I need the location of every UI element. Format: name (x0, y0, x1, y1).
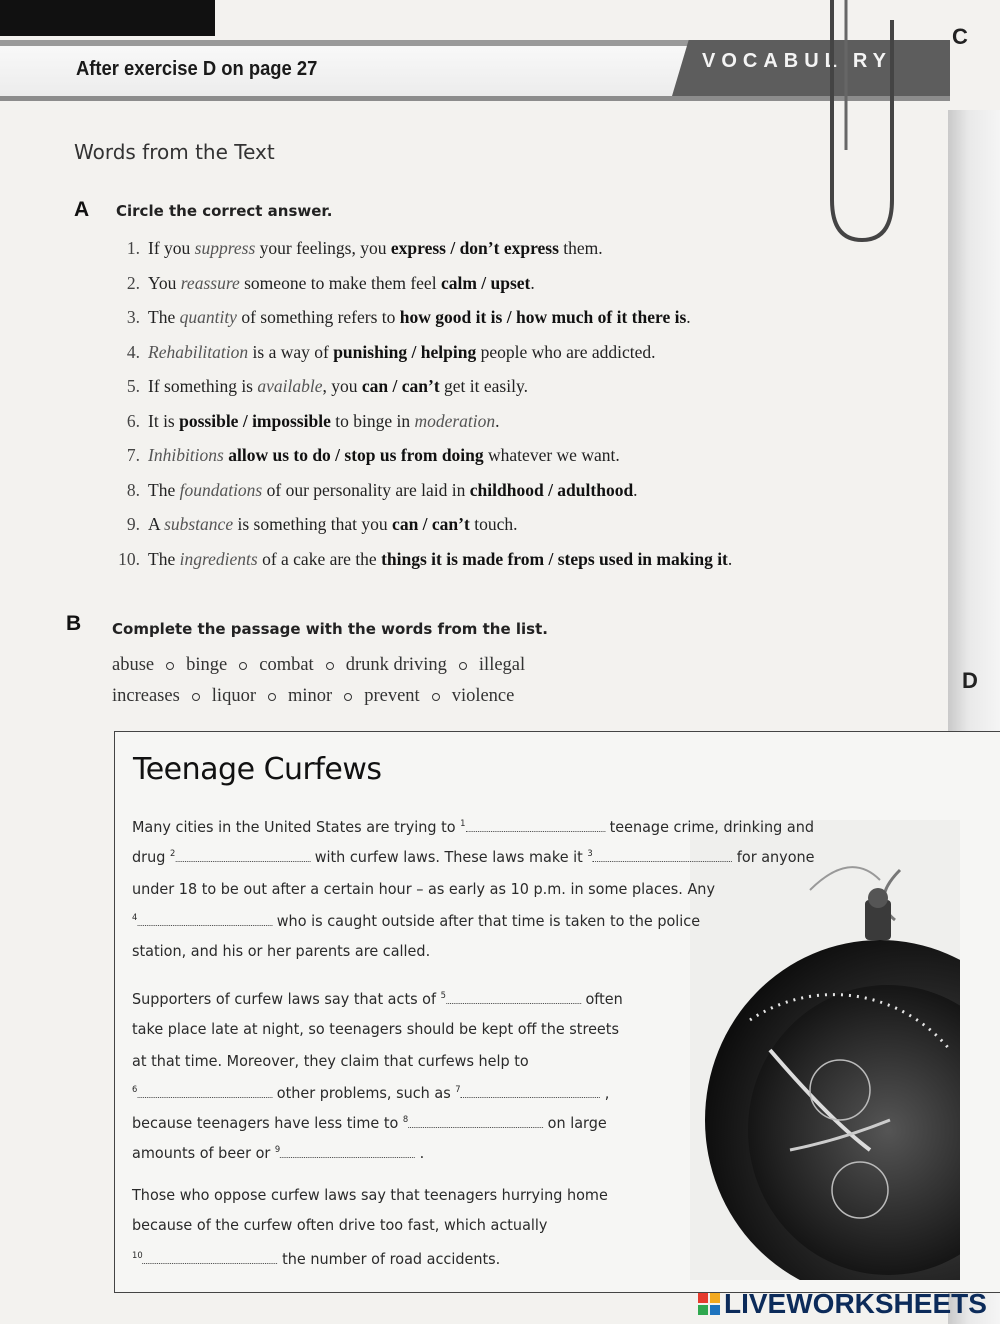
bullet-circle-icon (459, 662, 467, 670)
question-item (100, 478, 860, 513)
question-item (100, 512, 860, 547)
bullet-circle-icon (192, 693, 200, 701)
passage-text-segment: drug (132, 848, 170, 866)
passage-line (132, 880, 715, 898)
word-option[interactable]: violence (451, 686, 515, 706)
question-item (100, 271, 860, 306)
answer-blank[interactable] (137, 913, 272, 926)
word-option[interactable]: abuse (112, 655, 155, 675)
passage-line (132, 912, 700, 930)
passage-text-segment: because of the curfew often drive too fast, which actually (132, 1216, 548, 1234)
blank-number: 5 (440, 990, 447, 1001)
paperclip-icon (818, 0, 908, 250)
word-list-row-2 (112, 686, 514, 707)
answer-blank[interactable] (408, 1115, 543, 1128)
section-a-letter: A (74, 198, 90, 221)
passage-line (132, 1186, 608, 1204)
answer-blank[interactable] (137, 1085, 272, 1098)
bullet-circle-icon (432, 693, 440, 701)
passage-line (132, 1250, 500, 1268)
word-option[interactable]: combat (259, 655, 314, 675)
section-b-instruction: Complete the passage with the words from the list. (112, 620, 548, 638)
answer-blank[interactable] (593, 849, 733, 862)
question-number: 6. (126, 410, 140, 431)
section-b-letter: B (66, 612, 82, 635)
question-text[interactable]: You reassure someone to make them feel calm / upset. (148, 272, 535, 293)
passage-text-segment: Supporters of curfew laws say that acts of (132, 990, 441, 1008)
passage-text-segment: station, and his or her parents are called. (132, 942, 431, 960)
question-text[interactable]: The ingredients of a cake are the things it is made from / steps used in making it. (148, 548, 733, 569)
passage-line (132, 1114, 607, 1132)
bullet-circle-icon (166, 662, 174, 670)
passage-title: Teenage Curfews (133, 752, 382, 787)
blank-number: 4 (132, 912, 138, 923)
passage-text-segment: often (580, 990, 623, 1008)
bullet-circle-icon (268, 693, 276, 701)
passage-line (132, 1052, 529, 1070)
answer-blank[interactable] (461, 1085, 601, 1098)
answer-blank[interactable] (280, 1145, 415, 1158)
answer-blank[interactable] (465, 819, 605, 832)
passage-text-segment: other problems, such as (272, 1084, 456, 1102)
question-text[interactable]: If you suppress your feelings, you express / don’t express them. (148, 238, 603, 258)
top-black-bar (0, 0, 215, 36)
question-list (100, 236, 860, 581)
passage-text-segment: the number of road accidents. (277, 1250, 501, 1268)
passage-text-segment: . (415, 1144, 425, 1162)
blank-number: 1 (460, 818, 466, 829)
passage-text-segment: take place late at night, so teenagers should be kept off the streets (132, 1020, 619, 1038)
passage-text-segment: amounts of beer or (132, 1144, 275, 1162)
word-option[interactable]: drunk driving (345, 655, 447, 675)
margin-letter-d: D (962, 668, 978, 693)
passage-text-segment: with curfew laws. These laws make it (310, 848, 588, 866)
question-text[interactable]: The quantity of something refers to how good it is / how much of it there is. (148, 307, 691, 327)
question-number: 5. (126, 376, 140, 396)
bullet-circle-icon (344, 693, 352, 701)
question-item (100, 374, 860, 409)
question-item (100, 409, 860, 444)
question-item (100, 547, 860, 582)
word-option[interactable]: illegal (478, 655, 526, 675)
margin-letter-c: C (952, 24, 968, 49)
word-option[interactable]: liquor (211, 686, 256, 706)
word-option[interactable]: minor (288, 686, 333, 706)
page-header-title: After exercise D on page 27 (76, 58, 318, 80)
question-text[interactable]: It is possible / impossible to binge in moderation. (148, 410, 500, 431)
liveworksheets-logo (698, 1288, 987, 1320)
section-subtitle: Words from the Text (74, 140, 275, 164)
passage-text-segment: because teenagers have less time to (132, 1114, 403, 1132)
passage-text-segment: Those who oppose curfew laws say that teenagers hurrying home (132, 1186, 608, 1204)
passage-text-segment: for anyone (732, 848, 815, 866)
bullet-circle-icon (326, 662, 334, 670)
word-option[interactable]: prevent (364, 686, 420, 706)
question-item (100, 236, 860, 271)
question-number: 3. (126, 307, 140, 327)
vocabulary-tab-label: VOCABUL RY (702, 50, 892, 72)
question-item (100, 443, 860, 478)
passage-line (132, 818, 814, 836)
blank-number: 6 (132, 1084, 138, 1095)
passage-text-segment: teenage crime, drinking and (604, 818, 815, 836)
question-text[interactable]: Rehabilitation is a way of punishing / helping people who are addicted. (148, 341, 656, 362)
passage-text-segment: at that time. Moreover, they claim that curfews help to (132, 1052, 529, 1070)
section-a-instruction: Circle the correct answer. (116, 202, 333, 220)
passage-line (132, 1020, 619, 1038)
blank-number: 3 (587, 848, 593, 859)
question-item (100, 340, 860, 375)
passage-line (132, 990, 623, 1008)
question-text[interactable]: The foundations of our personality are laid in childhood / adulthood. (148, 479, 638, 500)
question-item (100, 305, 860, 340)
blank-number: 10 (132, 1250, 143, 1261)
passage-line (132, 942, 430, 960)
blank-number: 8 (402, 1114, 409, 1125)
passage-text-segment: under 18 to be out after a certain hour – as early as 10 p.m. in some places. Any (132, 880, 715, 898)
answer-blank[interactable] (175, 849, 310, 862)
passage-line (132, 848, 815, 866)
question-number: 7. (126, 445, 140, 465)
passage-line (132, 1084, 609, 1102)
question-number: 10. (118, 548, 140, 569)
word-option[interactable]: increases (112, 686, 180, 706)
question-text[interactable]: A substance is something that you can / can’t touch. (148, 514, 518, 534)
question-text[interactable]: If something is available, you can / can’t get it easily. (148, 376, 528, 396)
passage-line (132, 1216, 547, 1234)
answer-blank[interactable] (143, 1251, 278, 1264)
question-number: 8. (126, 479, 140, 500)
passage-line (132, 1144, 424, 1162)
blank-number: 2 (169, 848, 176, 859)
blank-number: 7 (455, 1084, 461, 1095)
question-number: 9. (126, 514, 140, 534)
stopwatch-image (690, 820, 960, 1280)
passage-text-segment: who is caught outside after that time is taken to the police (272, 912, 701, 930)
question-number: 2. (126, 272, 140, 293)
word-list-row-1 (112, 655, 525, 676)
question-number: 4. (126, 341, 140, 362)
blank-number: 9 (274, 1144, 281, 1155)
answer-blank[interactable] (446, 991, 581, 1004)
passage-text-segment: , (600, 1084, 610, 1102)
passage-text-segment: on large (543, 1114, 607, 1132)
question-text[interactable]: Inhibitions allow us to do / stop us from doing whatever we want. (148, 445, 620, 465)
passage-text-segment: Many cities in the United States are trying to (132, 818, 461, 836)
question-number: 1. (126, 238, 140, 258)
logo-squares-icon (698, 1293, 720, 1315)
logo-text: LIVEWORKSHEETS (724, 1288, 987, 1319)
word-option[interactable]: binge (186, 655, 228, 675)
bullet-circle-icon (239, 662, 247, 670)
